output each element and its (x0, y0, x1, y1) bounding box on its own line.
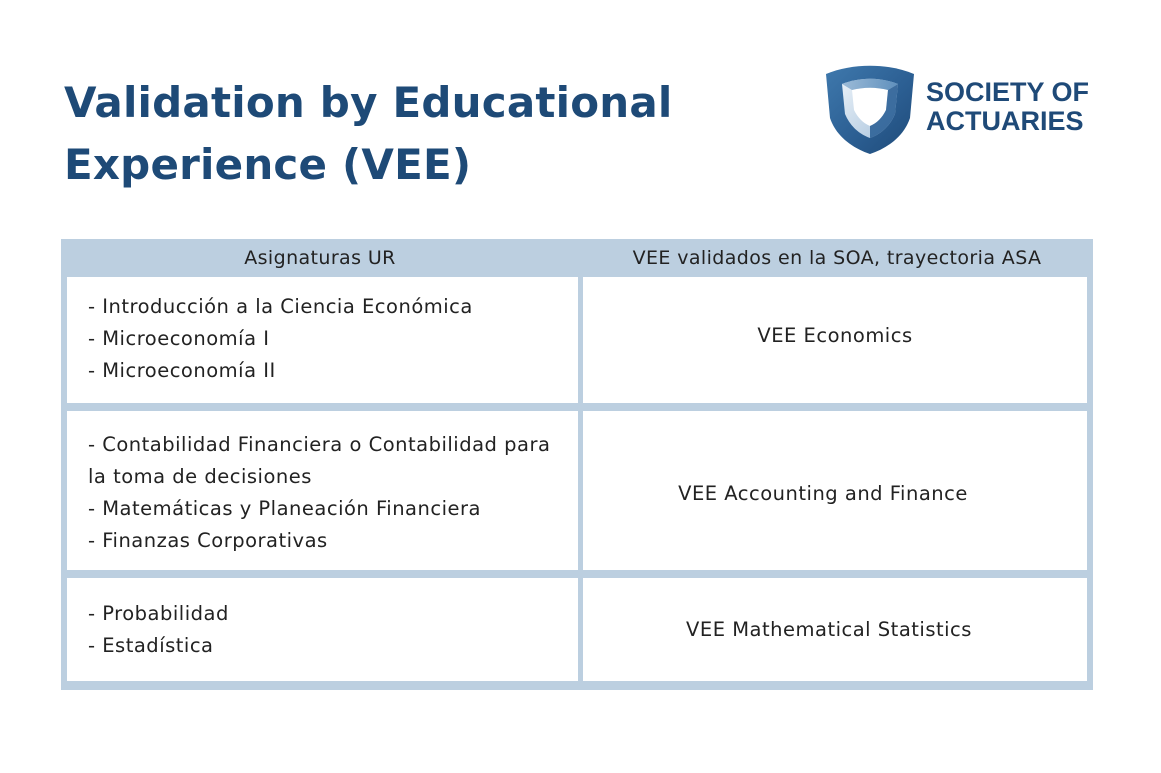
page-title-line-2: Experience (VEE) (64, 140, 472, 189)
table-row-1-vee (583, 277, 1087, 403)
course-item: - Finanzas Corporativas (88, 529, 328, 552)
vee-label: VEE Accounting and Finance (678, 482, 968, 505)
course-item: - Introducción a la Ciencia Económica (88, 295, 473, 318)
course-item: - Contabilidad Financiera o Contabilidad para la toma de decisiones (88, 433, 551, 488)
page-title-line-1: Validation by Educational (64, 78, 673, 127)
table-row-2-courses (67, 411, 578, 570)
course-item: - Microeconomía II (88, 359, 276, 382)
logo-wordmark (926, 78, 1089, 136)
soa-logo (822, 62, 1112, 156)
course-item: - Microeconomía I (88, 327, 270, 350)
vee-label: VEE Mathematical Statistics (686, 618, 972, 641)
course-item: - Estadística (88, 634, 214, 657)
table-row-3-courses (67, 578, 578, 681)
column-header-vee: VEE validados en la SOA, trayectoria ASA (632, 247, 1042, 269)
course-item: - Probabilidad (88, 602, 229, 625)
table-row-1-courses (67, 277, 578, 403)
course-item: - Matemáticas y Planeación Financiera (88, 497, 481, 520)
vee-label: VEE Economics (757, 324, 913, 347)
shield-logo-icon (822, 62, 918, 156)
table-row-2-vee (583, 411, 1087, 570)
logo-line-1: SOCIETY OF (926, 77, 1090, 107)
page-title (64, 72, 744, 196)
column-header-courses: Asignaturas UR (244, 247, 396, 269)
table-row-3-vee (583, 578, 1087, 681)
vee-table (61, 239, 1093, 690)
logo-line-2: ACTUARIES (926, 106, 1084, 136)
